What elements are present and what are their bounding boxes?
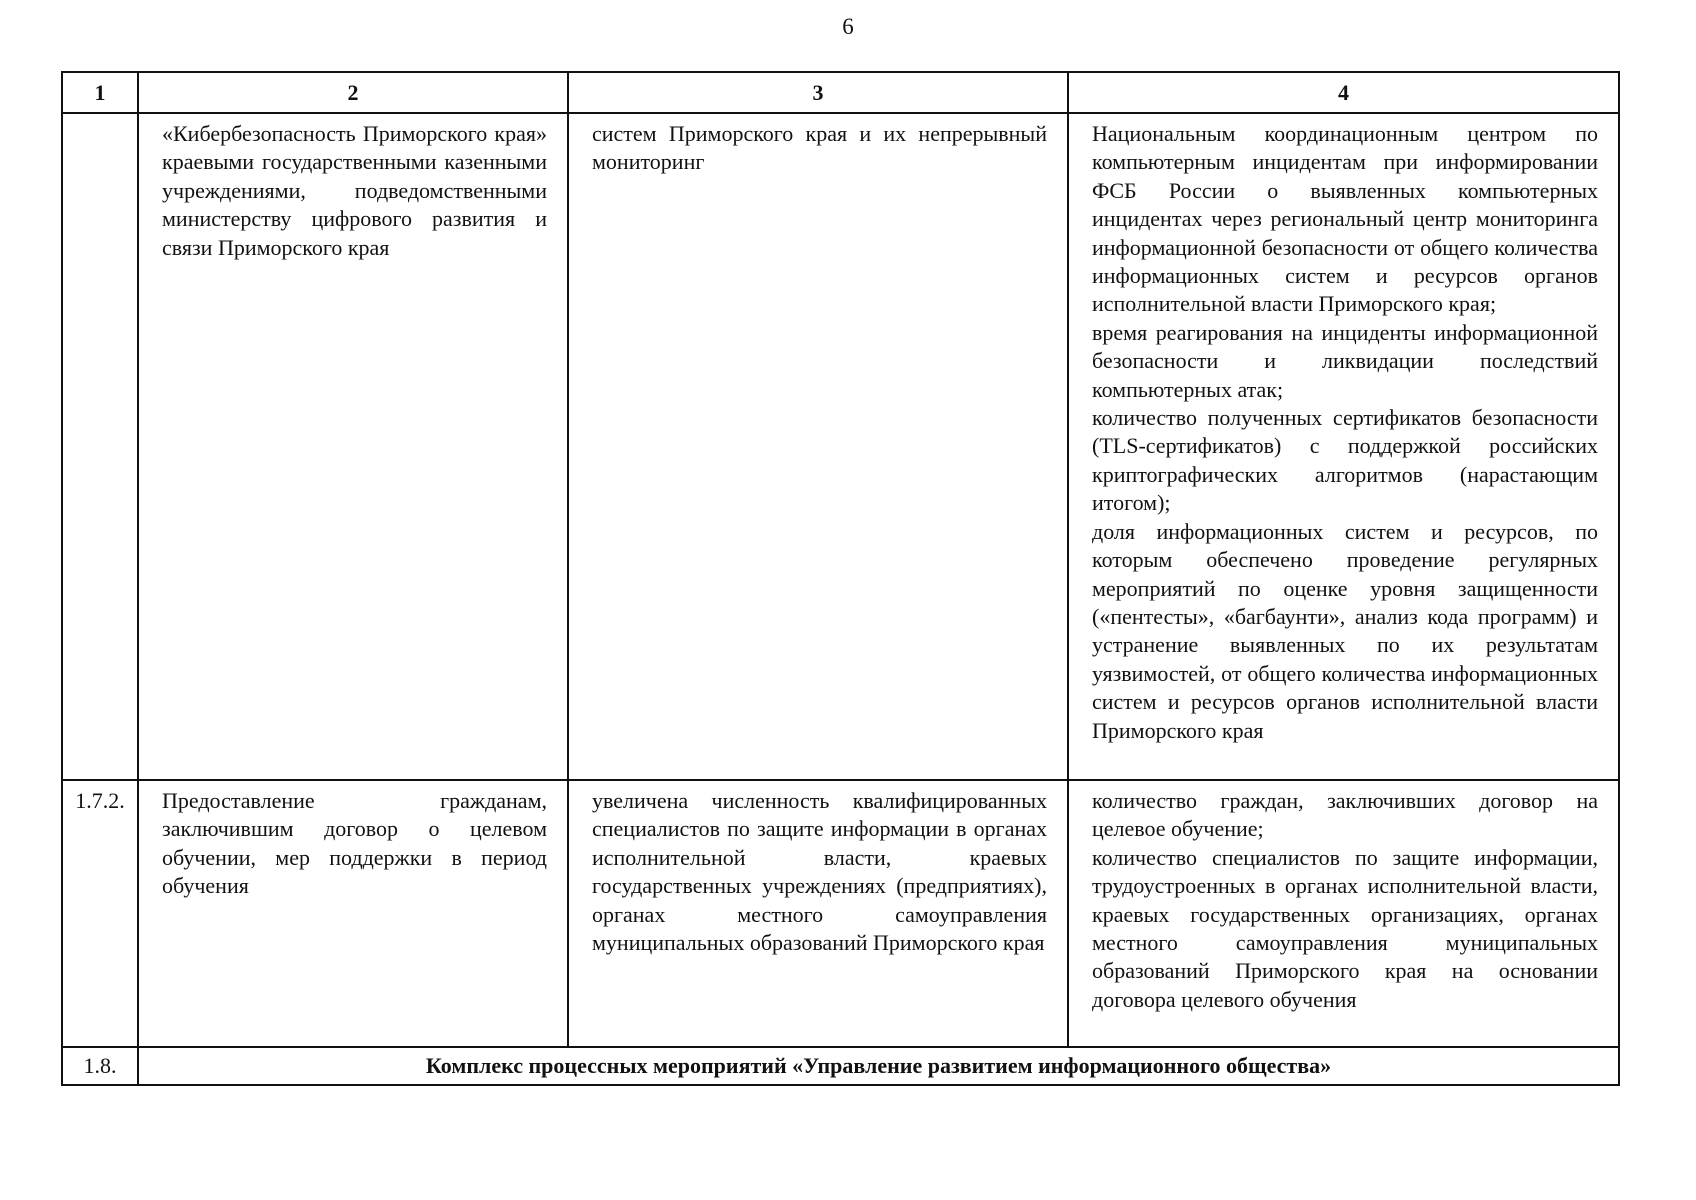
indicator-text: Национальным координационным центром по компьютерным инцидентам при информировании ФСБ России о выявленных компьютерных инцидентах через региональный центр мониторинга информационной безопасности от общего количества информационных систем и ресурсов органов исполнительной власти Приморского края; — [1092, 121, 1598, 317]
expected-result-cell: увеличена численность квалифицированных специалистов по защите информации в органах исполнительной власти, краевых государственных учреждениях (предприятиях), органах местного самоуправления муниципальных образований Приморского края — [568, 780, 1068, 1047]
section-number: 1.8. — [62, 1047, 138, 1085]
activity-name-cell: «Кибербезопасность Приморского края» краевыми государственными казенными учреждениями, подведомственными министерству цифрового развития и связи Приморского края — [138, 113, 568, 780]
indicator-text: время реагирования на инциденты информационной безопасности и ликвидации последствий компьютерных атак; — [1092, 319, 1598, 402]
indicator-text: количество граждан, заключивших договор на целевое обучение; — [1092, 788, 1598, 842]
section-title: Комплекс процессных мероприятий «Управление развитием информационного общества» — [138, 1047, 1619, 1085]
indicator-text: доля информационных систем и ресурсов, по которым обеспечено проведение регулярных мероприятий по оценке уровня защищенности («пентесты», «багбаунти», анализ кода программ) и устранение выявленных по их результатам уязвимостей, от общего количества информационных систем и ресурсов органов исполнительной власти Приморского края — [1092, 518, 1598, 743]
section-row — [62, 1047, 1619, 1085]
table-row — [62, 113, 1619, 780]
column-header-4: 4 — [1068, 72, 1619, 113]
row-number — [62, 113, 138, 780]
table-header-row — [62, 72, 1619, 113]
indicator-text: количество полученных сертификатов безопасности (TLS-сертификатов) с поддержкой российских криптографических алгоритмов (нарастающим итогом); — [1092, 405, 1598, 516]
indicator-text: количество специалистов по защите информации, трудоустроенных в органах исполнительной власти, краевых государственных организациях, органах местного самоуправления муниципальных образований Приморского края на основании договора целевого обучения — [1092, 844, 1598, 1012]
expected-result-cell: систем Приморского края и их непрерывный мониторинг — [568, 113, 1068, 780]
indicators-cell — [1068, 113, 1619, 780]
column-header-2: 2 — [138, 72, 568, 113]
column-header-1: 1 — [62, 72, 138, 113]
row-number: 1.7.2. — [62, 780, 138, 1047]
activity-name-cell: Предоставление гражданам, заключившим договор о целевом обучении, мер поддержки в период обучения — [138, 780, 568, 1047]
indicators-cell — [1068, 780, 1619, 1047]
activities-table — [61, 71, 1620, 1086]
table-row — [62, 780, 1619, 1047]
page-number: 6 — [842, 14, 854, 39]
column-header-3: 3 — [568, 72, 1068, 113]
